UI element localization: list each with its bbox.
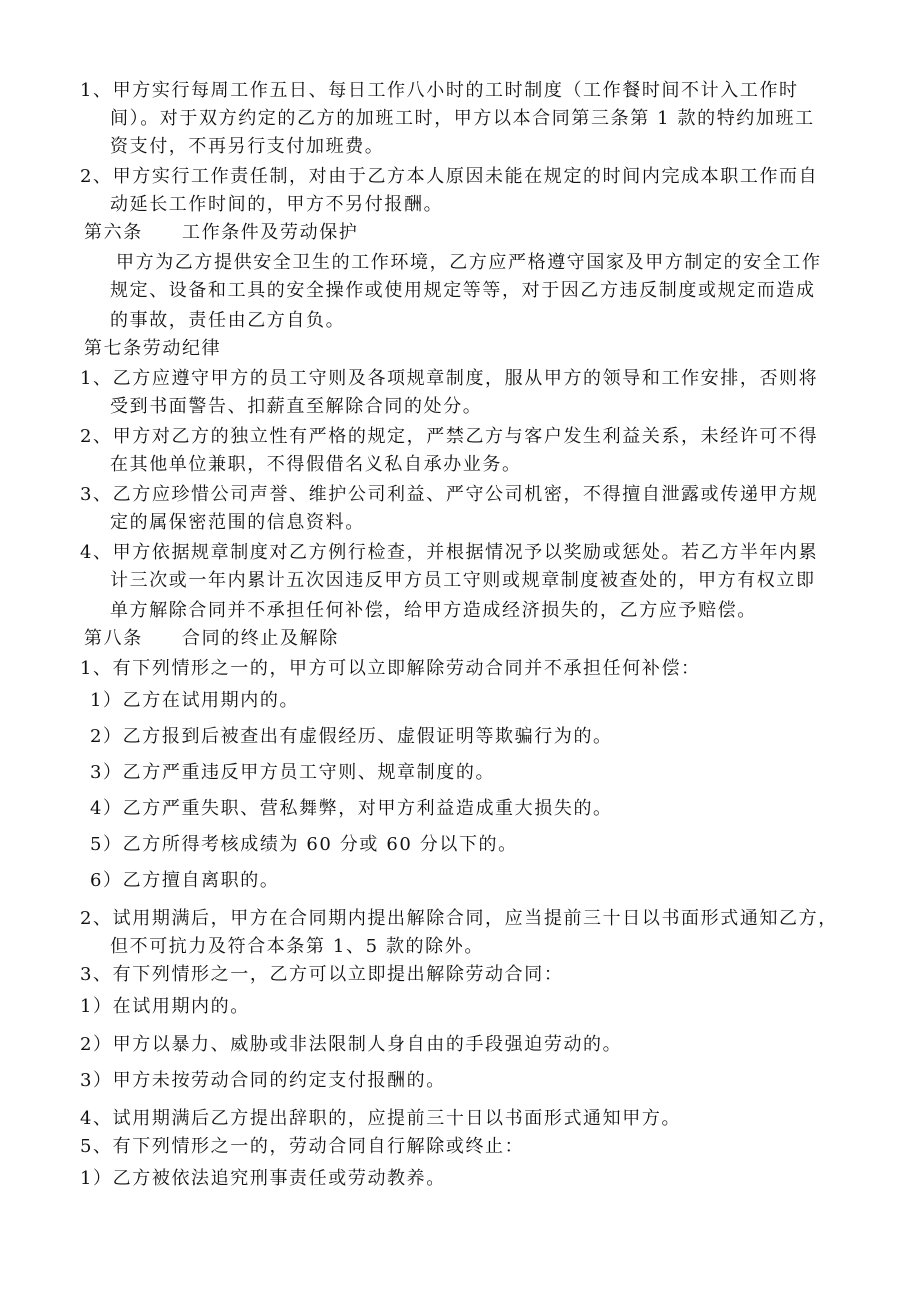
section-8-item-2-line-1: 2、试用期满后，甲方在合同期内提出解除合同，应当提前三十日以书面形式通知乙方， xyxy=(80,908,838,929)
section-8-item-5: 5、有下列情形之一的，劳动合同自行解除或终止： xyxy=(80,1136,525,1157)
section-8-heading: 第八条 合同的终止及解除 xyxy=(84,628,339,649)
clause-5-item-1-line-3: 资支付，不再另行支付加班费。 xyxy=(110,136,385,157)
section-8-item-3: 3、有下列情形之一，乙方可以立即提出解除劳动合同： xyxy=(80,964,564,985)
clause-5-item-1-line-2: 间）。对于双方约定的乙方的加班工时，甲方以本合同第三条第 1 款的特约加班工 xyxy=(110,108,815,129)
section-8-item-1-sub-6: 6）乙方擅自离职的。 xyxy=(90,870,280,891)
section-8-item-5-sub-1: 1）乙方被依法追究刑事责任或劳动教养。 xyxy=(80,1168,446,1189)
section-7-heading: 第七条劳动纪律 xyxy=(84,338,222,359)
section-8-item-3-sub-3: 3）甲方未按劳动合同的约定支付报酬的。 xyxy=(80,1070,446,1091)
section-7-item-4-line-3: 单方解除合同并不承担任何补偿，给甲方造成经济损失的，乙方应予赔偿。 xyxy=(110,600,757,621)
section-8-item-1-sub-3: 3）乙方严重违反甲方员工守则、规章制度的。 xyxy=(90,762,496,783)
section-8-item-3-sub-1: 1）在试用期内的。 xyxy=(80,996,250,1017)
section-6-heading: 第六条 工作条件及劳动保护 xyxy=(84,222,359,243)
section-7-item-2-line-2: 在其他单位兼职，不得假借名义私自承办业务。 xyxy=(110,454,522,475)
section-6-para-line-2: 规定、设备和工具的安全操作或使用规定等等，对于因乙方违反制度或规定而造成 xyxy=(110,280,816,301)
section-8-item-4: 4、试用期满后乙方提出辞职的，应提前三十日以书面形式通知甲方。 xyxy=(80,1108,682,1129)
section-8-item-1-sub-1: 1）乙方在试用期内的。 xyxy=(90,690,300,711)
clause-5-item-2-line-2: 动延长工作时间的，甲方不另付报酬。 xyxy=(110,194,444,215)
section-8-item-1-sub-5: 5）乙方所得考核成绩为 60 分或 60 分以下的。 xyxy=(90,834,518,855)
section-8-item-2-line-2: 但不可抗力及符合本条第 1、5 款的除外。 xyxy=(110,936,484,957)
section-7-item-2-line-1: 2、甲方对乙方的独立性有严格的规定，严禁乙方与客户发生利益关系，未经许可不得 xyxy=(80,426,819,447)
section-7-item-3-line-2: 定的属保密范围的信息资料。 xyxy=(110,512,365,533)
section-8-item-3-sub-2: 2）甲方以暴力、威胁或非法限制人身自由的手段强迫劳动的。 xyxy=(80,1034,623,1055)
section-8-item-1-sub-2: 2）乙方报到后被查出有虚假经历、虚假证明等欺骗行为的。 xyxy=(90,726,613,747)
section-7-item-4-line-2: 计三次或一年内累计五次因违反甲方员工守则或规章制度被查处的，甲方有权立即 xyxy=(110,570,816,591)
section-7-item-4-line-1: 4、甲方依据规章制度对乙方例行检查，并根据情况予以奖励或惩处。若乙方半年内累 xyxy=(80,542,819,563)
clause-5-item-2-line-1: 2、甲方实行工作责任制，对由于乙方本人原因未能在规定的时间内完成本职工作而自 xyxy=(80,166,819,187)
section-7-item-3-line-1: 3、乙方应珍惜公司声誉、维护公司利益、严守公司机密，不得擅自泄露或传递甲方规 xyxy=(80,484,819,505)
section-8-item-1: 1、有下列情形之一的，甲方可以立即解除劳动合同并不承担任何补偿： xyxy=(80,658,701,679)
section-7-item-1-line-1: 1、乙方应遵守甲方的员工守则及各项规章制度，服从甲方的领导和工作安排，否则将 xyxy=(80,368,819,389)
clause-5-item-1-line-1: 1、甲方实行每周工作五日、每日工作八小时的工时制度（工作餐时间不计入工作时 xyxy=(80,80,799,101)
section-6-para-line-1: 甲方为乙方提供安全卫生的工作环境，乙方应严格遵守国家及甲方制定的安全工作 xyxy=(116,252,822,273)
section-8-item-1-sub-4: 4）乙方严重失职、营私舞弊，对甲方利益造成重大损失的。 xyxy=(90,798,613,819)
section-7-item-1-line-2: 受到书面警告、扣薪直至解除合同的处分。 xyxy=(110,396,483,417)
section-6-para-line-3: 的事故，责任由乙方自负。 xyxy=(110,310,346,331)
